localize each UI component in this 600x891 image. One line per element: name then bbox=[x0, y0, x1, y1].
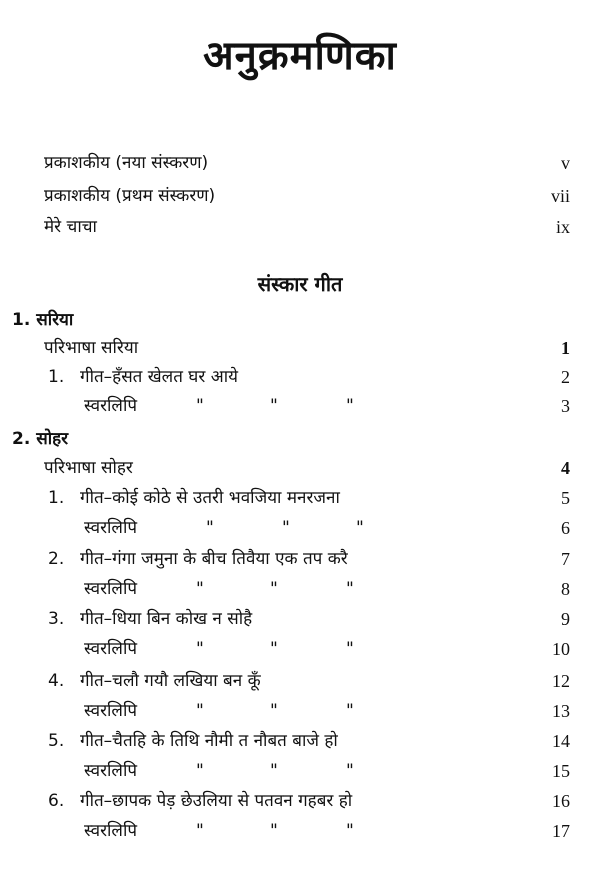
entry-page: v bbox=[561, 153, 570, 173]
song-number: 5. bbox=[48, 731, 65, 751]
entry-page: 14 bbox=[552, 731, 570, 751]
entry-page: 9 bbox=[561, 609, 570, 629]
notation-label: स्वरलिपि bbox=[84, 518, 138, 538]
ditto-mark: " bbox=[196, 821, 204, 841]
ditto-mark: " bbox=[270, 761, 278, 781]
toc-entry bbox=[0, 756, 600, 786]
entry-page: 6 bbox=[561, 518, 570, 538]
notation-label: स्वरलिपि bbox=[84, 579, 138, 599]
entry-page: 12 bbox=[552, 671, 570, 691]
entry-label: परिभाषा सरिया bbox=[44, 338, 139, 358]
notation-label: स्वरलिपि bbox=[84, 701, 138, 721]
ditto-mark: " bbox=[270, 701, 278, 721]
song-title: गीत–छापक पेड़ छेउलिया से पतवन गहबर हो bbox=[80, 791, 353, 811]
toc-entry bbox=[0, 726, 600, 756]
song-number: 2. bbox=[48, 549, 65, 569]
entry-label: प्रकाशकीय (नया संस्करण) bbox=[44, 153, 209, 173]
ditto-mark: " bbox=[206, 518, 214, 538]
toc-entry bbox=[0, 666, 600, 696]
toc-entry bbox=[0, 362, 600, 392]
entry-page: 15 bbox=[552, 761, 570, 781]
toc-entry bbox=[0, 696, 600, 726]
song-title: गीत–चैतहि के तिथि नौमी त नौबत बाजे हो bbox=[80, 731, 338, 751]
entry-label bbox=[48, 544, 348, 574]
entry-label: परिभाषा सोहर bbox=[44, 458, 133, 478]
ditto-mark: " bbox=[270, 579, 278, 599]
ditto-mark: " bbox=[270, 639, 278, 659]
song-number: 4. bbox=[48, 671, 65, 691]
entry-page: 7 bbox=[561, 549, 570, 569]
notation-label: स्वरलिपि bbox=[84, 639, 138, 659]
ditto-mark: " bbox=[356, 518, 364, 538]
notation-label: स्वरलिपि bbox=[84, 761, 138, 781]
entry-page: 10 bbox=[552, 639, 570, 659]
toc-entry bbox=[0, 181, 600, 211]
ditto-mark: " bbox=[282, 518, 290, 538]
entry-page: 13 bbox=[552, 701, 570, 721]
ditto-mark: " bbox=[196, 701, 204, 721]
song-number: 1. bbox=[48, 488, 65, 508]
entry-page: ix bbox=[555, 217, 570, 237]
entry-page: 17 bbox=[552, 821, 570, 841]
entry-page: 2 bbox=[561, 367, 570, 387]
song-title: गीत–हँसत खेलत घर आये bbox=[80, 367, 238, 387]
ditto-mark: " bbox=[196, 639, 204, 659]
entry-label bbox=[48, 483, 340, 513]
toc-entry bbox=[0, 212, 600, 242]
entry-label bbox=[48, 666, 261, 696]
ditto-mark: " bbox=[270, 396, 278, 416]
ditto-mark: " bbox=[346, 396, 354, 416]
toc-entry bbox=[0, 453, 600, 483]
ditto-mark: " bbox=[346, 761, 354, 781]
toc-entry bbox=[0, 544, 600, 574]
entry-page: vii bbox=[550, 186, 570, 206]
song-title: गीत–गंगा जमुना के बीच तिवैया एक तप करै bbox=[80, 549, 348, 569]
toc-entry bbox=[0, 391, 600, 421]
song-title: गीत–कोई कोठे से उतरी भवजिया मनरजना bbox=[80, 488, 340, 508]
entry-label: प्रकाशकीय (प्रथम संस्करण) bbox=[44, 186, 216, 206]
song-title: गीत–चलौ गयौ लखिया बन कूँ bbox=[80, 671, 261, 691]
entry-label bbox=[48, 786, 352, 816]
section-heading-label: 2. सोहर bbox=[12, 429, 69, 449]
entry-page: 16 bbox=[552, 791, 570, 811]
entry-page: 3 bbox=[561, 396, 570, 416]
toc-entry bbox=[0, 604, 600, 634]
toc-entry bbox=[0, 483, 600, 513]
ditto-mark: " bbox=[196, 396, 204, 416]
page-title: अनुक्रमणिका bbox=[203, 33, 397, 79]
ditto-mark: " bbox=[346, 701, 354, 721]
toc-entry bbox=[0, 786, 600, 816]
song-number: 1. bbox=[48, 367, 65, 387]
toc-entry bbox=[0, 148, 600, 178]
ditto-mark: " bbox=[196, 579, 204, 599]
toc-entry bbox=[0, 574, 600, 604]
notation-label: स्वरलिपि bbox=[84, 821, 138, 841]
section-heading bbox=[0, 424, 600, 454]
entry-label bbox=[48, 726, 338, 756]
song-number: 6. bbox=[48, 791, 65, 811]
ditto-mark: " bbox=[346, 639, 354, 659]
section-heading bbox=[0, 305, 600, 335]
section-title: संस्कार गीत bbox=[257, 272, 343, 296]
entry-page: 4 bbox=[561, 458, 570, 478]
toc-entry bbox=[0, 816, 600, 846]
notation-label: स्वरलिपि bbox=[84, 396, 138, 416]
entry-label bbox=[48, 604, 252, 634]
entry-page: 8 bbox=[561, 579, 570, 599]
ditto-mark: " bbox=[196, 761, 204, 781]
toc-entry bbox=[0, 333, 600, 363]
ditto-mark: " bbox=[346, 821, 354, 841]
song-number: 3. bbox=[48, 609, 65, 629]
toc-entry bbox=[0, 513, 600, 543]
toc-entry bbox=[0, 634, 600, 664]
entry-label bbox=[48, 362, 238, 392]
entry-page: 1 bbox=[561, 338, 570, 358]
entry-page: 5 bbox=[561, 488, 570, 508]
song-title: गीत–धिया बिन कोख न सोहै bbox=[80, 609, 253, 629]
ditto-mark: " bbox=[346, 579, 354, 599]
section-heading-label: 1. सरिया bbox=[12, 310, 74, 330]
entry-label: मेरे चाचा bbox=[44, 217, 97, 237]
ditto-mark: " bbox=[270, 821, 278, 841]
